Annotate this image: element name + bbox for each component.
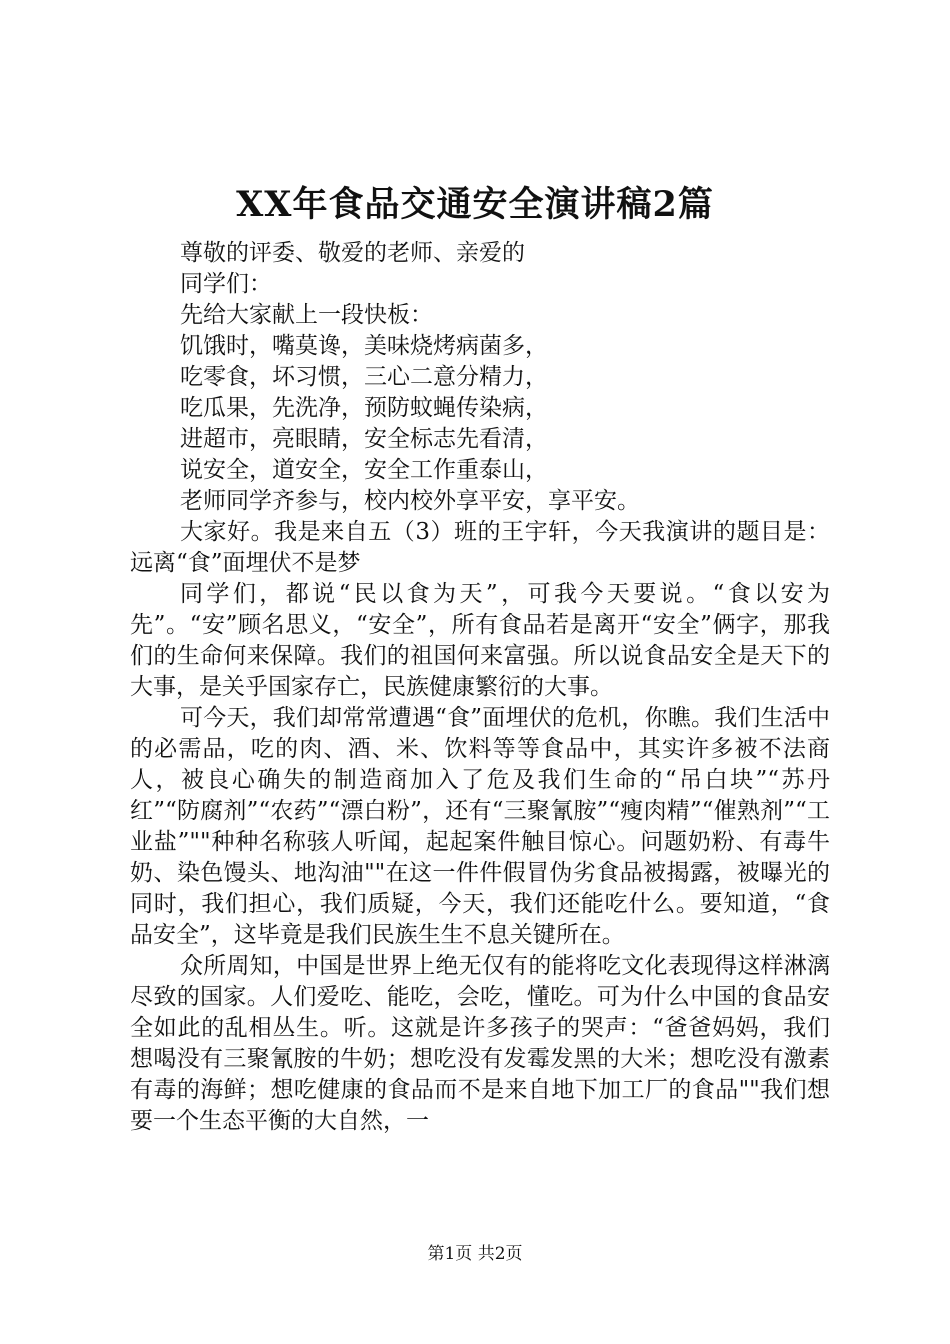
document-body xyxy=(130,238,830,1137)
verse-line: 吃零食，坏习惯，三心二意分精力， xyxy=(180,364,548,390)
page-number-footer: 第1页 共2页 xyxy=(427,1244,523,1264)
verse-line: 饥饿时，嘴莫谗，美味烧烤病菌多， xyxy=(180,333,548,359)
page-title: XX年食品交通安全演讲稿2篇 xyxy=(236,184,714,225)
verse-line: 吃瓜果，先洗净，预防蚊蝇传染病， xyxy=(180,395,548,421)
paragraph: 众所周知，中国是世界上绝无仅有的能将吃文化表现得这样淋漓尽致的国家。人们爱吃、能吃，会吃，懂吃。可为什么中国的食品安全如此的乱相丛生。听。这就是许多孩子的哭声：“爸爸妈妈，我们想喝没有三聚氰胺的牛奶；想吃没有发霉发黑的大米；想吃没有激素有毒的海鲜；想吃健康的食品而不是来自地下加工厂的食品""我们想要一个生态平衡的大自然，一 xyxy=(130,953,830,1134)
verse-line: 进超市，亮眼睛，安全标志先看清， xyxy=(180,426,548,452)
verse-line: 尊敬的评委、敬爱的老师、亲爱的 xyxy=(180,240,525,266)
paragraph: 同学们，都说“民以食为天”，可我今天要说。“食以安为先”。“安”顾名思义，“安全”，所有食品若是离开“安全”俩字，那我们的生命何来保障。我们的祖国何来富强。所以说食品安全是天下的大事，是关乎国家存亡，民族健康繁衍的大事。 xyxy=(130,581,830,700)
verse-line: 说安全，道安全，安全工作重泰山， xyxy=(180,457,548,483)
verse-line: 老师同学齐参与，校内校外享平安，享平安。 xyxy=(180,488,640,514)
paragraph: 大家好。我是来自五（3）班的王宇轩，今天我演讲的题目是：远离“食”面埋伏不是梦 xyxy=(130,519,830,576)
paragraph: 可今天，我们却常常遭遇“食”面埋伏的危机，你瞧。我们生活中的必需品，吃的肉、酒、米、饮料等等食品中，其实许多被不法商人，被良心确失的制造商加入了危及我们生命的“吊白块”“苏丹红”“防腐剂”“农药”“漂白粉”，还有“三聚氰胺”“瘦肉精”“催熟剂”“工业盐”""种种名称骇人听闻，起起案件触目惊心。问题奶粉、有毒牛奶、染色馒头、地沟油""在这一件件假冒伪劣食品被揭露，被曝光的同时，我们担心，我们质疑，今天，我们还能吃什么。要知道，“食品安全”，这毕竟是我们民族生生不息关键所在。 xyxy=(130,705,830,948)
verse-line: 先给大家献上一段快板： xyxy=(180,302,433,328)
verse-line: 同学们： xyxy=(180,271,272,297)
